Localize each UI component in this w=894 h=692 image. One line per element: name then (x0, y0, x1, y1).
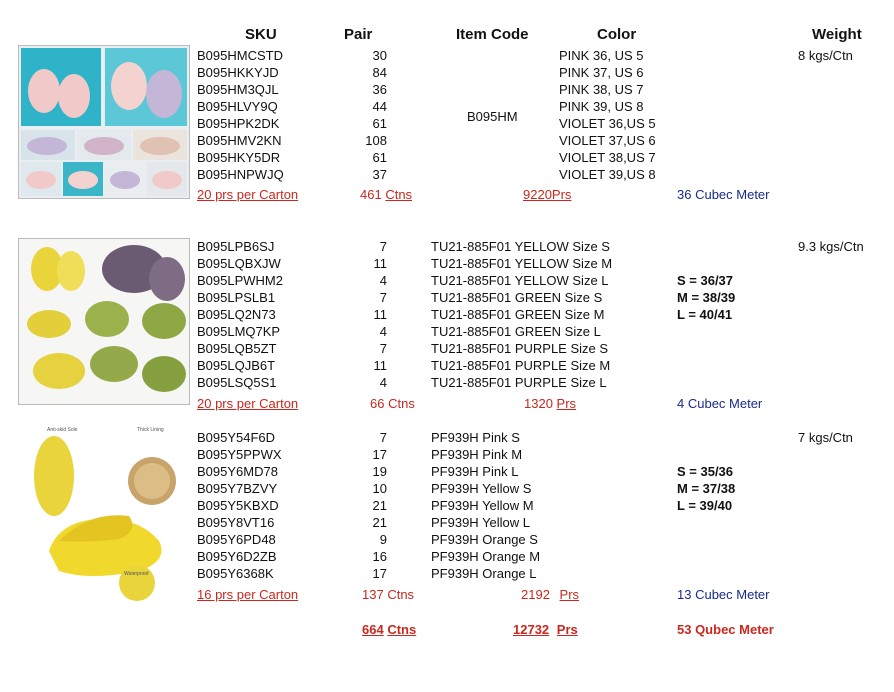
ctns-num: 66 (370, 396, 385, 411)
total-prs-unit: Prs (556, 622, 578, 637)
sku-cell: B095HMV2KN (197, 133, 282, 148)
sku-cell: B095LQ2N73 (197, 307, 276, 322)
ctns-num: 461 (360, 187, 382, 202)
prs-summary (521, 586, 579, 603)
sku-cell: B095HLVY9Q (197, 99, 278, 114)
sku-cell: B095Y7BZVY (197, 481, 278, 496)
color-cell: TU21-885F01 YELLOW Size M (431, 256, 613, 271)
pair-cell: 84 (372, 65, 387, 80)
label-waterproof: Waterproof (124, 571, 149, 577)
pair-cell: 7 (379, 290, 387, 305)
color-cell: PF939H Yellow S (431, 481, 532, 496)
sku-cell: B095LQB5ZT (197, 341, 277, 356)
pair-cell: 4 (379, 324, 387, 339)
ctns-unit: Ctns (388, 396, 415, 411)
ctns-unit: Ctns (387, 587, 415, 602)
weight-cell: 9.3 kgs/Ctn (798, 239, 864, 254)
pair-cell: 19 (372, 464, 387, 479)
color-cell: VIOLET 38,US 7 (559, 150, 656, 165)
header-sku: SKU (245, 26, 277, 43)
prs-summary (523, 186, 571, 203)
color-cell: VIOLET 37,US 6 (559, 133, 656, 148)
total-prs-num: 12732 (513, 622, 550, 637)
clogs-photo-collage (19, 46, 189, 198)
pair-cell: 11 (373, 358, 387, 373)
prs-unit: Prs (559, 587, 580, 602)
prs-num: 9220 (523, 187, 552, 202)
ctns-num: 137 (362, 587, 384, 602)
pair-cell: 37 (372, 167, 387, 182)
pair-cell: 21 (372, 515, 387, 530)
sku-cell: B095HKY5DR (197, 150, 281, 165)
color-cell: TU21-885F01 PURPLE Size M (431, 358, 611, 373)
pair-cell: 10 (372, 481, 387, 496)
sku-cell: B095HPK2DK (197, 116, 280, 131)
pair-cell: 36 (372, 82, 387, 97)
color-cell: TU21-885F01 YELLOW Size L (431, 273, 609, 288)
color-cell: PF939H Orange L (431, 566, 537, 581)
prs-summary (524, 395, 576, 412)
pair-cell: 16 (372, 549, 387, 564)
sku-cell: B095Y6D2ZB (197, 549, 277, 564)
color-cell: PINK 39, US 8 (559, 99, 644, 114)
ctns-summary (360, 186, 412, 203)
color-cell: PF939H Yellow L (431, 515, 531, 530)
total-ctns-unit: Ctns (387, 622, 417, 637)
color-cell: PF939H Pink S (431, 430, 520, 445)
pair-cell: 30 (372, 48, 387, 63)
prs-unit: Prs (556, 396, 577, 411)
pair-cell: 7 (379, 239, 387, 254)
color-cell: PF939H Orange S (431, 532, 538, 547)
total-volume: 53 Qubec Meter (677, 622, 774, 637)
pair-cell: 17 (372, 447, 387, 462)
ctns-summary (362, 586, 414, 603)
color-cell: PF939H Orange M (431, 549, 541, 564)
sku-cell: B095LQBXJW (197, 256, 281, 271)
sku-cell: B095Y6MD78 (197, 464, 278, 479)
prs-num: 2192 (521, 587, 550, 602)
ctns-unit: Ctns (385, 187, 413, 202)
color-cell: VIOLET 39,US 8 (559, 167, 656, 182)
sku-cell: B095LPB6SJ (197, 239, 275, 254)
fuzzy-slides-photo (19, 239, 189, 404)
color-cell: PINK 36, US 5 (559, 48, 644, 63)
size-s: S = 36/37 (677, 273, 734, 288)
yellow-clogs-photo (19, 421, 189, 606)
color-cell: TU21-885F01 PURPLE Size L (431, 375, 607, 390)
color-cell: TU21-885F01 GREEN Size L (431, 324, 601, 339)
pair-cell: 61 (372, 116, 387, 131)
size-l: L = 39/40 (677, 498, 733, 513)
weight-cell: 7 kgs/Ctn (798, 430, 853, 445)
color-cell: PINK 38, US 7 (559, 82, 644, 97)
ctns-summary (370, 395, 415, 412)
total-ctns (362, 621, 416, 638)
color-cell: PF939H Pink L (431, 464, 519, 479)
volume-summary: 36 Cubec Meter (677, 187, 770, 202)
pair-cell: 44 (372, 99, 387, 114)
prs-unit: Prs (551, 187, 572, 202)
item-code-cell: B095HM (467, 109, 518, 124)
pair-cell: 21 (372, 498, 387, 513)
size-l: L = 40/41 (677, 307, 733, 322)
pair-cell: 11 (373, 256, 387, 271)
header-pair: Pair (344, 26, 373, 43)
weight-cell: 8 kgs/Ctn (798, 48, 853, 63)
header-weight: Weight (812, 26, 862, 43)
color-cell: VIOLET 36,US 5 (559, 116, 656, 131)
sku-cell: B095Y5PPWX (197, 447, 282, 462)
label-thick-lining: Thick Lining (137, 427, 164, 433)
pair-cell: 7 (379, 341, 387, 356)
group-3-rows (197, 429, 877, 585)
sku-cell: B095HM3QJL (197, 82, 279, 97)
sku-cell: B095Y5KBXD (197, 498, 279, 513)
pair-cell: 4 (379, 273, 387, 288)
color-cell: PINK 37, US 6 (559, 65, 644, 80)
pair-cell: 7 (379, 430, 387, 445)
sku-cell: B095Y54F6D (197, 430, 276, 445)
total-ctns-num: 664 (362, 622, 384, 637)
per-carton-note: 20 prs per Carton (197, 396, 299, 411)
product-image-fuzzy-slides (18, 238, 190, 405)
volume-summary: 4 Cubec Meter (677, 396, 763, 411)
sku-cell: B095HMCSTD (197, 48, 283, 63)
size-chart (677, 463, 735, 514)
group-1-rows (197, 47, 877, 183)
sku-cell: B095LPSLB1 (197, 290, 276, 305)
sku-cell: B095HKKYJD (197, 65, 279, 80)
pair-cell: 11 (373, 307, 387, 322)
color-cell: TU21-885F01 PURPLE Size S (431, 341, 609, 356)
sku-cell: B095Y6368K (197, 566, 274, 581)
product-image-clogs (18, 45, 190, 199)
size-s: S = 35/36 (677, 464, 734, 479)
pair-cell: 108 (365, 133, 387, 148)
color-cell: TU21-885F01 GREEN Size M (431, 307, 605, 322)
pair-cell: 9 (379, 532, 387, 547)
total-prs (513, 621, 578, 638)
sku-cell: B095LSQ5S1 (197, 375, 277, 390)
sku-cell: B095LPWHM2 (197, 273, 283, 288)
header-item-code: Item Code (456, 26, 529, 43)
pair-cell: 61 (372, 150, 387, 165)
color-cell: PF939H Yellow M (431, 498, 534, 513)
prs-num: 1320 (524, 396, 553, 411)
size-m: M = 38/39 (677, 290, 736, 305)
volume-summary: 13 Cubec Meter (677, 587, 770, 602)
sku-cell: B095Y6PD48 (197, 532, 276, 547)
label-anti-skid: Anti-skid Sole (47, 427, 78, 433)
sku-cell: B095LQJB6T (197, 358, 276, 373)
color-cell: TU21-885F01 YELLOW Size S (431, 239, 610, 254)
header-color: Color (597, 26, 637, 43)
sku-cell: B095Y8VT16 (197, 515, 275, 530)
pair-cell: 17 (372, 566, 387, 581)
size-m: M = 37/38 (677, 481, 736, 496)
color-cell: TU21-885F01 GREEN Size S (431, 290, 603, 305)
per-carton-note: 20 prs per Carton (197, 187, 299, 202)
pair-cell: 4 (379, 375, 387, 390)
sku-cell: B095LMQ7KP (197, 324, 281, 339)
product-image-yellow-clogs (18, 420, 190, 607)
sku-cell: B095HNPWJQ (197, 167, 284, 182)
per-carton-note: 16 prs per Carton (197, 587, 299, 602)
size-chart (677, 272, 735, 323)
color-cell: PF939H Pink M (431, 447, 523, 462)
group-2-rows (197, 238, 877, 394)
